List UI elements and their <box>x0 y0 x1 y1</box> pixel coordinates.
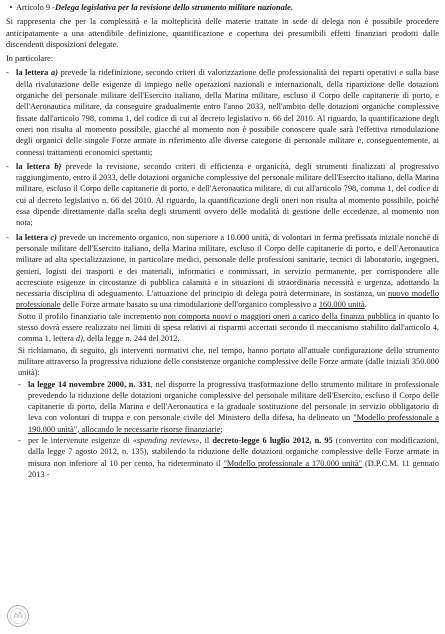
document-body <box>6 2 439 480</box>
heading-bullet: • <box>9 3 13 12</box>
list-item-a <box>6 67 439 157</box>
item-c-underline-1: nuovo modello professionale <box>16 289 440 310</box>
item-dash: - <box>6 232 9 242</box>
list-item-c <box>6 232 439 311</box>
sub-1-underline: "Modello professionale a 190.000 unità", allocando le necessarie risorse finanziarie <box>28 413 439 434</box>
item-dash: - <box>6 68 9 78</box>
in-particolare-label: In particolare: <box>6 54 54 64</box>
article-title: Delega legislativa per la revisione dello strumento militare nazionale. <box>54 3 293 12</box>
sub-2-text-2: », il <box>195 435 213 445</box>
sub-item-1-body <box>28 379 439 435</box>
item-a-text: prevede la ridefinizione, secondo criteri di valorizzazione delle professionalità dei reparti operativi e sulla base della rivalutazione delle esigenze di impiego nelle operazioni nazionali e internazionali, della ripartizione delle dotazioni organiche del personale militare dell'Esercito italiano, della Marina militare, escluso il Corpo delle capitanerie di porto, e dell'Aeronautica militare, da conseguire gradualmente entro l'anno 2033, nell'ambito delle dotazioni organiche complessive fissate dall'articolo 798, comma 1, del codice di cui al decreto legislativo n. 66 del 2010. Al riguardo, la quantificazione degli oneri non risulta al momento possibile, giacché al momento non è possibile conoscere quale sarà l'effettiva rimodulazione degli organici delle singole Forze armate in riferimento alle diverse categorie di personale militare e, conseguentemente, ai connessi trattamenti economici spettanti; <box>16 68 439 157</box>
sub-dash: - <box>18 435 21 445</box>
list-item-b <box>6 161 439 229</box>
sub-item-1 <box>6 379 439 435</box>
item-c-body <box>16 232 439 311</box>
sub-item-2 <box>6 435 439 480</box>
item-c-letter: c) <box>50 232 57 242</box>
sub-2-text-3: (convertito con modificazioni, dalla legge 7 agosto 2012, n. 135), stabilendo la riduzione delle dotazioni organiche complessive delle Forze armate in misura non inferiore al 10 per cento, ha rideterminato il <box>28 435 439 468</box>
item-b-lead: la lettera <box>16 161 55 171</box>
sub-2-text-1: per le intervenute esigenze di « <box>28 435 137 445</box>
item-b-body <box>16 161 439 229</box>
item-c-paragraph-3: Si richiamano, di seguito, gli interventi normativi che, nel tempo, hanno portato all'attuale configurazione dello strumento militare attraverso la progressiva riduzione delle consistenze organiche complessive delle Forze armate (dalle iniziali 350.000 unità): <box>18 345 439 378</box>
item-b-letter: b) <box>54 161 62 171</box>
sub-2-text-4: (D.P.C.M. 11 gennaio 2013 - <box>28 458 440 479</box>
item-c-text-3: . <box>364 300 367 310</box>
seal-icon <box>6 604 30 628</box>
article-label: Articolo 9 - <box>16 3 55 12</box>
para-2-letter-d: d) <box>75 334 83 344</box>
sub-1-text-1: , nel disporre la progressiva trasformazione dello strumento militare in professionale prevedendo la riduzione delle dotazioni organiche complessive del personale militare dell'Esercito, escluso il Corpo delle capitanerie di porto, della Marina e dell'Aeronautica e la graduale sostituzione del personale in servizio obbligatorio di leva con volontari di truppa e con personale civile del Ministero della difesa, ha delineato un <box>28 379 440 423</box>
item-c-underline-2: 160.000 unità <box>318 300 365 310</box>
item-a-letter: a) <box>51 68 58 78</box>
item-b-text: prevede la revisione, secondo criteri di efficienza e organicità, degli strumenti finalizzati al progressivo raggiungimento, entro il 2033, delle dotazioni organiche complessive del personale militare dell'Esercito italiano, della Marina militare, escluso il Corpo delle capitanerie di porto, e dell'Aeronautica militare, di cui all'articolo 798, comma 1, del codice di cui al decreto legislativo n. 66 del 2010. Al riguardo, la quantificazione degli oneri non risulta al momento possibile, poiché essa dipende direttamente dalla scelta degli strumenti ovvero delle modalità di gestione delle eccedenze, al momento non nota; <box>16 161 439 228</box>
sub-1-text-2: ; <box>220 424 223 434</box>
item-a-lead: la lettera <box>16 68 52 78</box>
item-dash: - <box>6 161 9 171</box>
article-heading <box>6 2 439 13</box>
item-c-lead: la lettera <box>16 232 51 242</box>
item-a-body <box>16 67 439 157</box>
para-2-b: in quanto lo stesso dovrà essere realizzato nei limiti di spesa relativi ai risparmi accertati secondo il meccanismo stabilito dall'articolo 4, comma 1, lettera <box>18 311 439 344</box>
sub-2-italic: spending reviews <box>136 435 196 445</box>
item-c-paragraph-2 <box>6 311 439 345</box>
item-c-text-2: delle Forze armate basato su una rimodulazione dell'organico complessivo a <box>60 300 319 310</box>
sub-2-bold: decreto-legge 6 luglio 2012, n. 95 <box>212 435 333 445</box>
sub-item-2-body <box>28 435 439 480</box>
para-2-underline: non comporta nuovi o maggiori oneri a carico della finanza pubblica <box>163 311 396 321</box>
intro-paragraph: Si rappresenta che per la complessità e la molteplicità delle materie trattate in sede di delega non è possibile procedere anticipatamente a una attendibile definizione, quantificazione e copertura dei presumibili effetti finanziari prodotti dalle discendenti disposizioni delegate. <box>6 17 439 49</box>
item-c-text-1: prevede un incremento organico, non superiore a 10.000 unità, di volontari in ferma prefissata iniziale nonché di personale militare dell'Esercito italiano, della Marina militare, escluso il Corpo delle capitanerie di porto, e dell'Aeronautica militare ad alta specializzazione, in particolare medici, personale delle professioni sanitarie, tecnici di laboratorio, ingegneri, genieri, logisti dei trasporti e dei materiali, informatici e commissari, in servizio permanente, per corrispondere alle accresciute esigenze in circostanze di pubblica calamità e in situazioni di straordinaria necessità e urgenza, adottando la necessaria disciplina di adeguamento. L'attuazione del principio di delega potrà determinare, in sostanza, un <box>16 232 439 299</box>
para-2-a: Sotto il profilo finanziario tale incremento <box>18 311 164 321</box>
para-2-c: , della legge n. 244 del 2012. <box>82 334 180 344</box>
sub-dash: - <box>18 379 21 389</box>
sub-2-underline: "Modello professionale a 170.000 unità" <box>223 458 363 468</box>
sub-1-bold: la legge 14 novembre 2000, n. 331 <box>28 379 151 389</box>
